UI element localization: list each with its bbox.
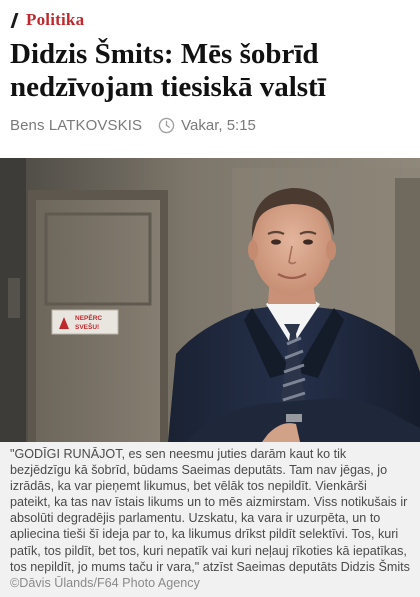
photo-credit: ©Dāvis Ūlands/F64 Photo Agency — [10, 575, 200, 590]
article-headline: Didzis Šmits: Mēs šobrīd nedzīvojam tiesiskā valstī — [10, 38, 326, 103]
photo-caption — [0, 442, 420, 597]
section-label[interactable]: Politika — [26, 10, 85, 29]
clock-icon — [158, 117, 175, 134]
article-meta — [10, 115, 256, 135]
author-name[interactable]: Bens LATKOVSKIS — [10, 116, 143, 134]
section-slash-icon — [10, 13, 19, 27]
section-header[interactable] — [10, 10, 84, 30]
sign-text-line1: NEPĒRC — [75, 315, 103, 322]
caption-quote: "GODĪGI RUNĀJOT, es sen neesmu juties darām kaut ko tik bezjēdzīgu kā šobrīd, būdams Saeimas deputāts. Tam nav jēgas, jo izrādās, ka var pieņemt likumus, bet vēlāk tos nepildīt. Vienkārši pateikt, ka tas nav īstais likums un to mēs aizmirstam. Viss notikušais ir absolūti degradējis parlamentu. Uzskatu, ka vara ir uzurpēta, un to apliecina tieši šī ideja par to, ka likumus drīkst pildīt selektīvi. Tos, kuri patīk, tos pildīt, bet tos, kuri nepatīk vai kuri neļauj rīkoties kā iepatīkas, tos nepildīt, jo mums taču ir vara," atzīst Saeimas deputāts Didzis Šmits — [10, 447, 410, 574]
portrait-illustration — [0, 158, 420, 442]
caption-text — [10, 446, 410, 591]
sign-text-line2: SVEŠU! — [75, 324, 100, 331]
article-photo[interactable] — [0, 158, 420, 442]
publish-time: Vakar, 5:15 — [181, 116, 256, 134]
